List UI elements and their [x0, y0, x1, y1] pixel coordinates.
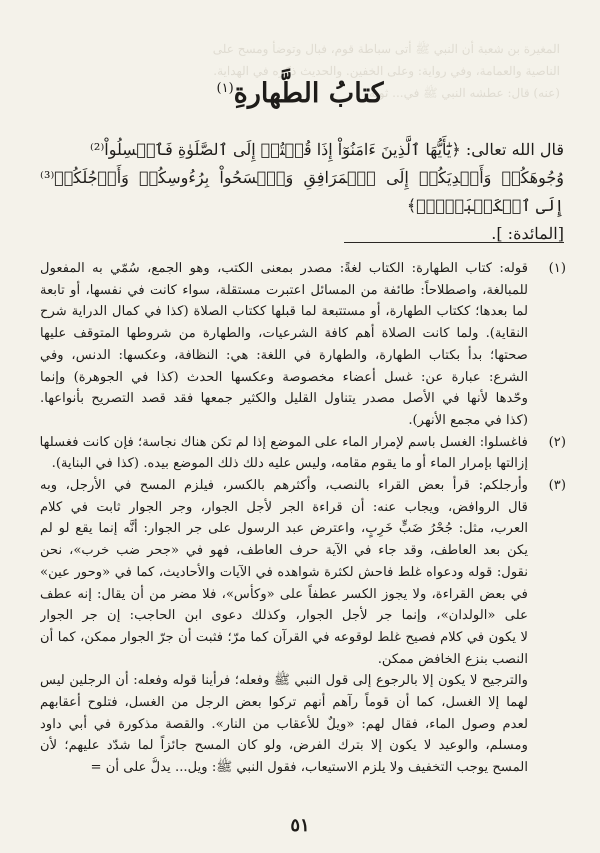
footnote-number: (١)	[548, 261, 566, 276]
footnote-line: وأرجلكم: قرأ بعض القراء بالنصب، وأكثرهم بالكسر، فيلزم المسح في الأرجل، وبه	[40, 478, 528, 494]
page-number: ٥١	[290, 815, 310, 836]
footnote-line: قوله: كتاب الطهارة: الكتاب لغةً: مصدر بمعنى الكتب، وهو الجمع، سُمّي به المفعول	[40, 261, 528, 276]
footnotes	[40, 258, 566, 779]
chapter-title	[0, 78, 600, 109]
footnote-line: قال الروافض، ويجاب عنه: أن قراءة الجر لأجل الجوار، وجر الجوار ثابت في كلام	[40, 499, 528, 515]
verse-line: [المائدة: ].	[491, 224, 564, 243]
footnote-line: الشرع: عبارة عن: غسل أعضاء مخصوصة وعكسها الحدث (كذا في الجوهرة) وإنما	[40, 369, 528, 385]
verse-line: وُجُوهَكُمۡ وَأَيۡدِيَكُمۡ إِلَى ٱلۡمَرَافِقِ وَٱمۡسَحُواْ بِرُءُوسِكُمۡ وَأَرۡجُلَكُمۡ⁽³⁾ إِلَى ٱلۡكَعۡبَيۡنِۚ﴾	[40, 168, 564, 215]
footnote-line: لعدم وصول الماء، فقال لهم: «ويلٌ للأعقاب من النار». والقصة مذكورة في أبي داود	[40, 716, 528, 732]
footnote-line: على «الولدان»، وإنما جر لأجل الجوار، وكذلك دعوى ابن الحاجب: إن جر الجوار	[40, 608, 528, 624]
footnote-line: إزالتها بإمرار الماء أو ما يقوم مقامه، وليس عليه دلك ذلك الموضع بيده. (كذا في البناية).	[51, 456, 528, 472]
footnote	[40, 475, 566, 670]
footnote-line: في بعض القراءة، ولا يجوز الكسر عطفاً على «وكأس»، فلا مضر من أن يقال: إنه عطف	[40, 586, 528, 602]
footnote-number: (٣)	[548, 478, 566, 494]
footnote-line: صحتها؛ بدأ بكتاب الطهارة، والطهارة في اللغة: هي: النظافة، وعكسها: الدنس، وفي	[40, 347, 528, 363]
title-footnote-marker: (١)	[216, 81, 234, 96]
footnote-line: للمبالغة، واصطلاحاً: طائفة من المسائل اعتبرت مستقلة، سواء كانت في نفسها، أو تابعة	[40, 282, 528, 298]
footnote-line: (كذا في مجمع الأنهر).	[408, 412, 528, 428]
footnote-line: نقول: قوله ودعواه غلط فاحش لكثرة شواهده في الآيات والأحاديث، كما في «وحور عين»	[40, 564, 528, 580]
footnote	[40, 258, 566, 432]
footnote-line: لا يكون في كلام فصيح غلط لوقوعه في القرآن كما مرّ؛ فثبت أن جرّ الجوار ممكن، كما أن	[40, 629, 528, 645]
chapter-title-text: كتابُ الطَّهارةِ	[233, 78, 384, 109]
footnote	[40, 432, 566, 475]
footnote-line: والترجيح لا يكون إلا بالرجوع إلى قول النبي ﷺ وفعله؛ فرأينا قوله وفعله: أن الرجلين ليس	[40, 673, 528, 689]
footnote-line: النصب بنزع الخافض ممكن.	[377, 651, 528, 667]
footnote-line: ومسلم، والوعيد لا يكون إلا بترك الفرض، ولو كان المسح جائزاً لما شدّد عليهم؛ لأن	[40, 738, 528, 754]
footnote-line: فاغسلوا: الغسل باسم لإمرار الماء على الموضع إذا لم تكن هناك نجاسة؛ فإن كانت فغسلها	[40, 434, 528, 450]
verse-line: قال الله تعالى: ﴿يَٰٓأَيُّهَا ٱلَّذِينَ ءَامَنُوٓاْ إِذَا قُمۡتُمۡ إِلَى ٱلصَّلَوٰةِ فَٱغۡسِلُواْ⁽²⁾	[89, 140, 564, 159]
footnote-continuation	[40, 670, 566, 779]
bleed-line: (عنه) قال: عطشه النبي ﷺ في... ثوبه	[369, 86, 560, 100]
footnote-number: (٢)	[548, 434, 566, 450]
footnote-line: النقاية). ولما كانت الصلاة أهم كافة الشرعيات، والطهارة من شروطها المتوقف عليها	[40, 326, 528, 342]
footnote-line: يكن بعد العاطف، وقد جاء في الآية حرف العاطف، فهو في «جحر ضب خرب»، نحن	[40, 543, 528, 559]
footnote-line: المسح يوجب التخفيف ولا يلزم الاستيعاب، فقول النبي ﷺ: ويل... يدلُّ على أن =	[90, 760, 528, 776]
quran-verse-block	[40, 136, 564, 248]
footnote-separator	[344, 242, 564, 243]
bleed-line: الناصية والعمامة، وفي رواية: وعلى الخفين. والحديث ذكره في الهداية.	[213, 64, 560, 78]
footnote-line: لما بعدها؛ ككتاب الطهارة، أو مستتبعة لما قبلها ككتاب الصلاة (كذا في كمال الدراية شرح	[40, 304, 528, 320]
footnote-line: العرب، مثل: جُحْرُ ضَبٍّ خَرِبٍ، واعترض عبد الرسول على جر الجوار: أنَّه إنما يقع لو لم	[40, 521, 528, 537]
footnote-line: لهما إلا الغسل، كما أن قوماً رآهم أنهم تركوا بعض الرجل من الغسل، فتلوح أعقابهم	[40, 695, 528, 711]
footnote-line: وحّدها لأنها في الأصل مصدر يتناول القليل والكثير جمعها فقد قصد التصريح بأنواعها.	[40, 391, 528, 407]
bleed-line: المغيرة بن شعبة أن النبي ﷺ أتى سباطة قوم، فبال وتوضأ ومسح على	[212, 42, 560, 56]
